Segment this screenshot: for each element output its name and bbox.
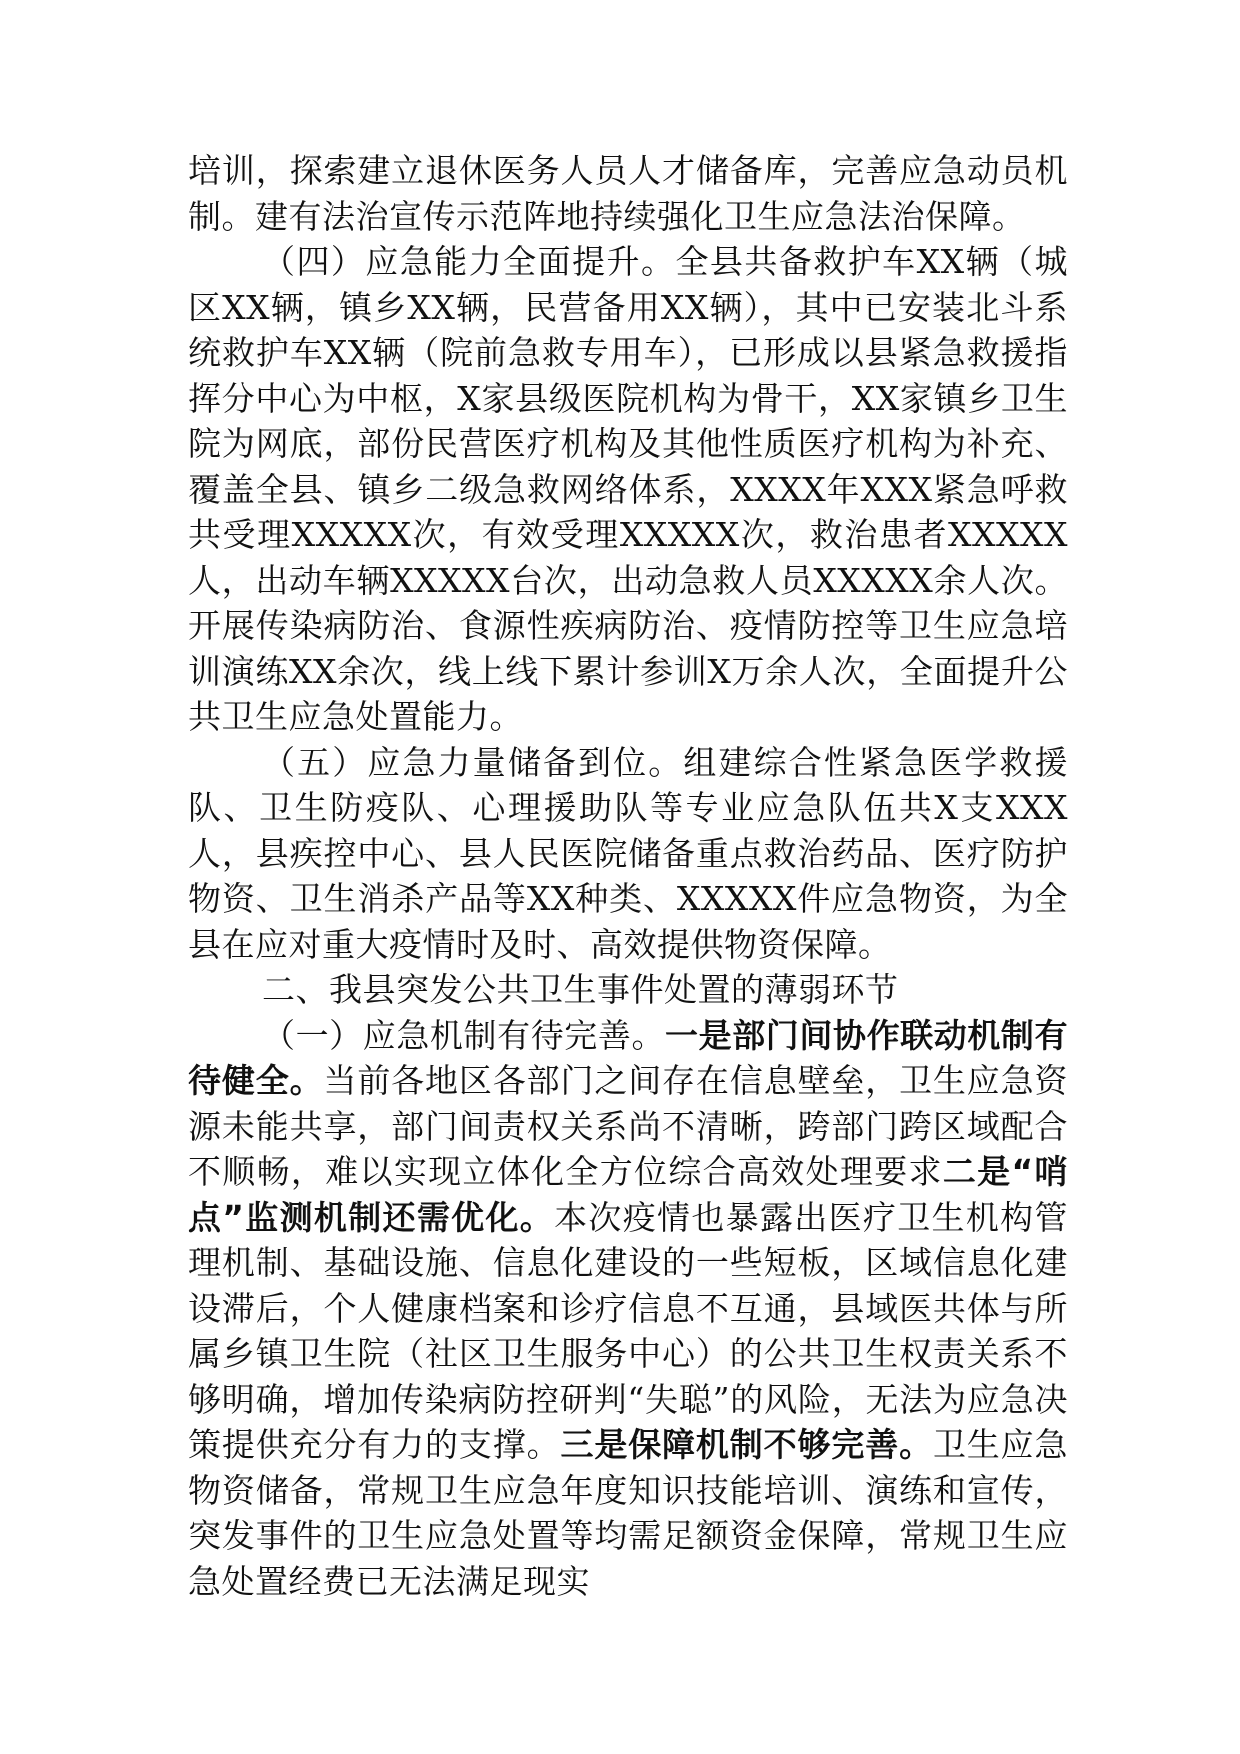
text-run: （五）应急力量储备到位。组建综合性紧急医学救援队、卫生防疫队、心理援助队等专业应急队伍共X支XXX人，县疾控中心、县人民医院储备重点救治药品、医疗防护物资、卫生消杀产品等XX种类、XXXXX件应急物资，为全县在应对重大疫情时及时、高效提供物资保障。 [188, 742, 1068, 964]
text-run: （四）应急能力全面提升。全县共备救护车XX辆（城区XX辆，镇乡XX辆，民营备用XX辆），其中已安装北斗系统救护车XX辆（院前急救专用车），已形成以县紧急救援指挥分中心为中枢，X家县级医院机构为骨干，XX家镇乡卫生院为网底，部份民营医疗机构及其他性质医疗机构为补充、覆盖全县、镇乡二级急救网络体系，XXXX年XXX紧急呼救共受理XXXXX次，有效受理XXXXX次，救治患者XXXXX人，出动车辆XXXXX台次，出动急救人员XXXXX余人次。开展传染病防治、食源性疾病防治、疫情防控等卫生应急培训演练XX余次，线上线下累计参训X万余人次，全面提升公共卫生应急处置能力。 [188, 242, 1068, 736]
heading-text: 二、我县突发公共卫生事件处置的薄弱环节 [262, 970, 899, 1009]
text-run: 卫生应急物资储备，常规卫生应急年度知识技能培训、演练和宣传，突发事件的卫生应急处置等均需足额资金保障，常规卫生应急处置经费已无法满足现实 [188, 1425, 1069, 1601]
text-run: （一）应急机制有待完善。 [262, 1015, 666, 1055]
paragraph-emergency-capability [188, 239, 1068, 740]
section-heading-weak-links [188, 967, 1068, 1013]
paragraph-continuation [188, 148, 1068, 239]
bold-text-run: 二是“哨点”监测机制还需优化。 [188, 1152, 1068, 1237]
bold-text-run: 三是保障机制不够完善。 [560, 1425, 933, 1464]
paragraph-mechanism [188, 1013, 1068, 1605]
text-run: 本次疫情也暴露出医疗卫生机构管理机制、基础设施、信息化建设的一些短板，区域信息化建设滞后，个人健康档案和诊疗信息不互通，县域医共体与所属乡镇卫生院（社区卫生服务中心）的公共卫生权责关系不够明确，增加传染病防控研判“失聪”的风险，无法为应急决策提供充分有力的支撑。 [188, 1197, 1068, 1464]
document-page [188, 148, 1068, 1604]
bold-text-run: 一是部门间协作联动机制有待健全。 [188, 1015, 1069, 1100]
text-run: 培训，探索建立退休医务人员人才储备库，完善应急动员机制。建有法治宣传示范阵地持续强化卫生应急法治保障。 [188, 151, 1068, 236]
paragraph-emergency-reserve [188, 740, 1068, 968]
text-run: 当前各地区各部门之间存在信息壁垒，卫生应急资源未能共享，部门间责权关系尚不清晰，跨部门跨区域配合不顺畅，难以实现立体化全方位综合高效处理要求 [188, 1061, 1069, 1191]
